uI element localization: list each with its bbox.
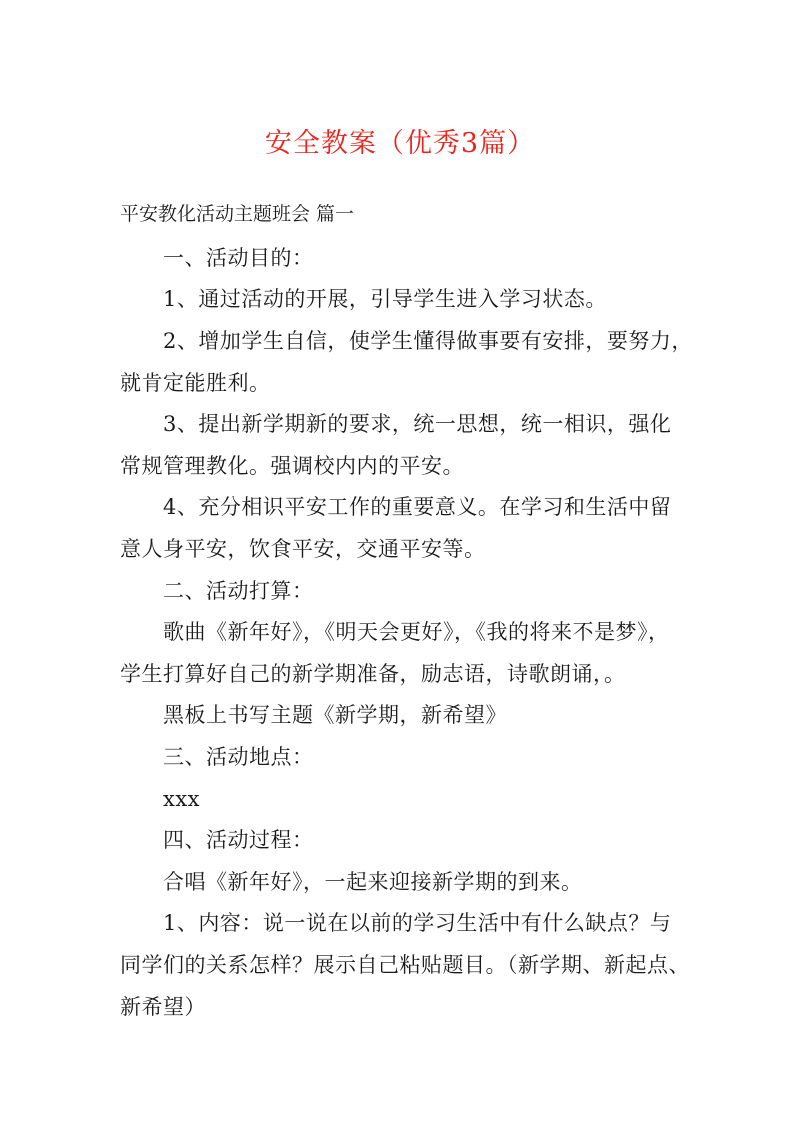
section-heading: 平安教化活动主题班会 篇一 [120, 203, 355, 225]
paragraph-line: 3、提出新学期新的要求，统一思想，统一相识，强化 [163, 412, 672, 436]
paragraph-line: 一、活动目的： [163, 246, 314, 270]
paragraph-line: 同学们的关系怎样？展示自己粘贴题目。（新学期、新起点、 [120, 953, 690, 977]
paragraph-line: 1、通过活动的开展，引导学生进入学习状态。 [163, 287, 607, 311]
paragraph-line: 4、充分相识平安工作的重要意义。在学习和生活中留 [163, 495, 672, 519]
paragraph-line: 歌曲《新年好》，《明天会更好》，《我的将来不是梦》， [163, 620, 670, 644]
paragraph-line: 2、增加学生自信，使学生懂得做事要有安排，要努力， [163, 329, 693, 353]
document-title: 安全教案（优秀3篇） [264, 128, 536, 159]
paragraph-line: 黑板上书写主题《新学期，新希望》 [163, 703, 507, 727]
paragraph-line: 学生打算好自己的新学期准备，励志语，诗歌朗诵，。 [120, 662, 626, 686]
paragraph-line: 1、内容：说一说在以前的学习生活中有什么缺点？与 [163, 911, 672, 935]
paragraph-line: 意人身平安，饮食平安，交通平安等。 [120, 537, 486, 561]
paragraph-line: 三、活动地点： [163, 745, 314, 769]
paragraph-line: xxx [163, 787, 201, 811]
paragraph-line: 四、活动过程： [163, 828, 314, 852]
paragraph-line: 二、活动打算： [163, 579, 314, 603]
paragraph-line: 常规管理教化。强调校内内的平安。 [120, 454, 464, 478]
paragraph-line: 合唱《新年好》，一起来迎接新学期的到来。 [163, 870, 583, 894]
paragraph-line: 就肯定能胜利。 [120, 371, 271, 395]
paragraph-line: 新希望） [120, 995, 206, 1019]
